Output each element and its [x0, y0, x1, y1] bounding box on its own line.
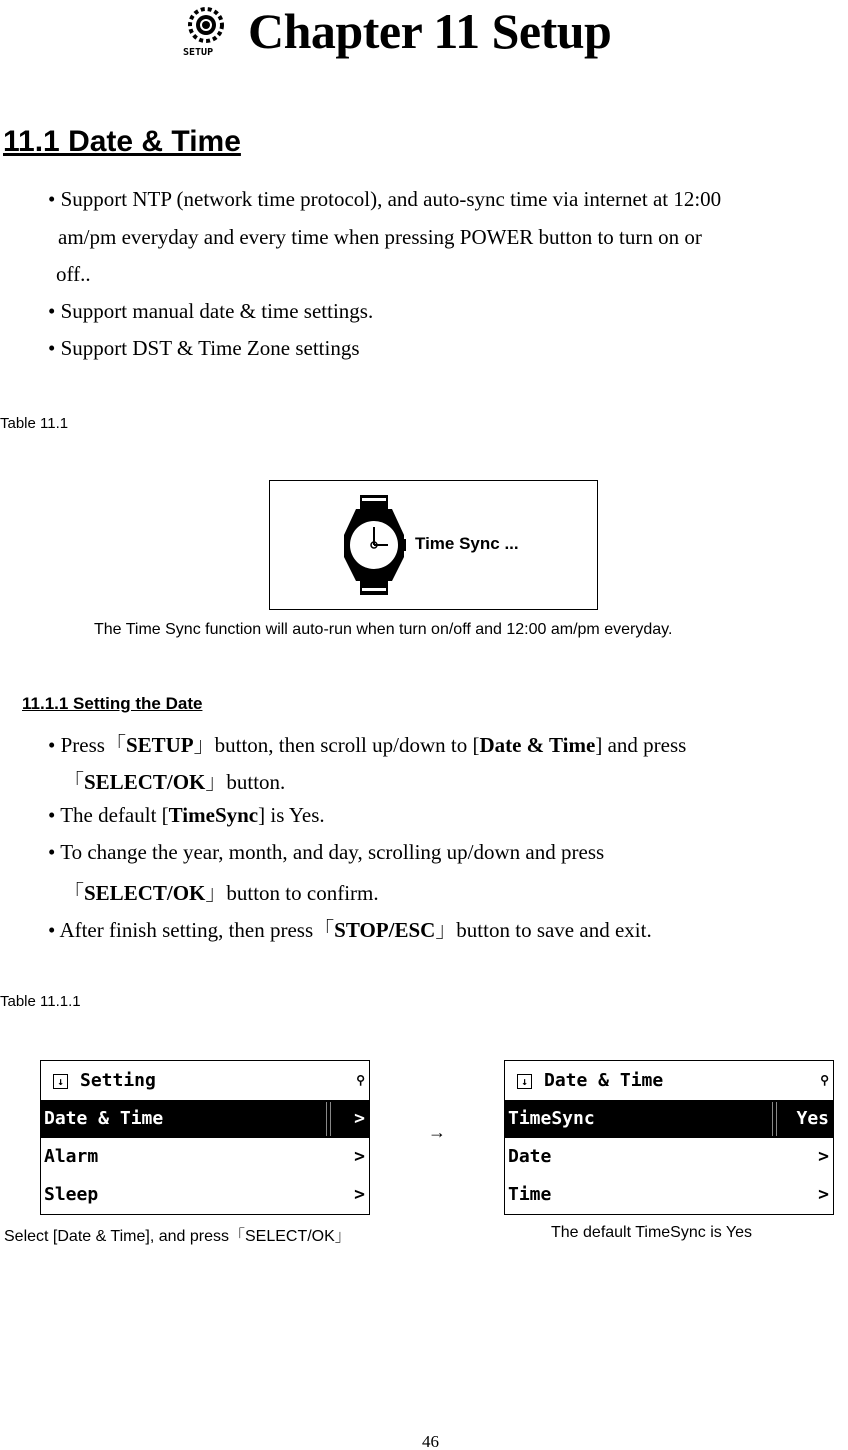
- bullet-ntp-line1: • Support NTP (network time protocol), and auto-sync time via internet at 12:00: [48, 187, 722, 211]
- screen-setting: [40, 1060, 370, 1215]
- menu-row-date-time[interactable]: Date & Time >: [41, 1100, 369, 1138]
- menu-row-alarm[interactable]: Alarm >: [44, 1146, 365, 1167]
- time-sync-text: Time Sync ...: [415, 534, 519, 553]
- page-number: 46: [422, 1432, 439, 1450]
- table-label-2: Table 11.1.1: [0, 993, 81, 1010]
- bullet-manual: • Support manual date & time settings.: [48, 299, 374, 323]
- screen2-caption: The default TimeSync is Yes: [551, 1224, 752, 1241]
- network-icon: ⚲: [356, 1073, 365, 1087]
- screen-date-time: [504, 1060, 834, 1215]
- table-label: Table 11.1: [0, 415, 69, 432]
- screen-header: ↓ Setting ⚲: [41, 1061, 369, 1100]
- screen1-caption: Select [Date & Time], and press「SELECT/OK」: [4, 1228, 351, 1245]
- menu-row-date[interactable]: Date >: [508, 1146, 829, 1167]
- bullet-press-setup-cont: 「SELECT/OK」button.: [63, 770, 286, 794]
- bullet-dst: • Support DST & Time Zone settings: [48, 336, 360, 360]
- subsection-heading: 11.1.1 Setting the Date: [22, 694, 203, 713]
- bullet-change-date: • To change the year, month, and day, scrolling up/down and press: [48, 840, 605, 864]
- bullet-default-timesync: • The default [TimeSync] is Yes.: [48, 803, 325, 827]
- screen-header: ↓ Date & Time ⚲: [505, 1061, 833, 1100]
- bullet-press-setup: • Press「SETUP」button, then scroll up/down to [Date & Time] and press: [48, 733, 687, 757]
- figure-caption: The Time Sync function will auto-run when turn on/off and 12:00 am/pm everyday.: [94, 621, 673, 638]
- menu-row-sleep[interactable]: Sleep >: [44, 1184, 365, 1205]
- arrow-icon: →: [428, 1122, 446, 1142]
- bullet-ntp-line2: am/pm everyday and every time when pressing POWER button to turn on or: [58, 225, 702, 249]
- setup-gear-icon: SETUP: [183, 2, 229, 62]
- watch-icon: [342, 495, 406, 600]
- bullet-ntp-line3: off..: [56, 262, 91, 286]
- menu-row-time[interactable]: Time >: [508, 1184, 829, 1205]
- bullet-save-exit: • After finish setting, then press「STOP/ESC」button to save and exit.: [48, 918, 652, 942]
- bullet-change-date-cont: 「SELECT/OK」button to confirm.: [63, 881, 379, 905]
- section-heading: 11.1 Date & Time: [3, 125, 241, 158]
- chapter-title: Chapter 11 Setup: [248, 3, 612, 59]
- menu-row-timesync[interactable]: TimeSync Yes: [505, 1100, 833, 1138]
- download-icon: ↓: [517, 1074, 532, 1089]
- time-sync-figure: [269, 480, 598, 610]
- download-icon: ↓: [53, 1074, 68, 1089]
- network-icon: ⚲: [820, 1073, 829, 1087]
